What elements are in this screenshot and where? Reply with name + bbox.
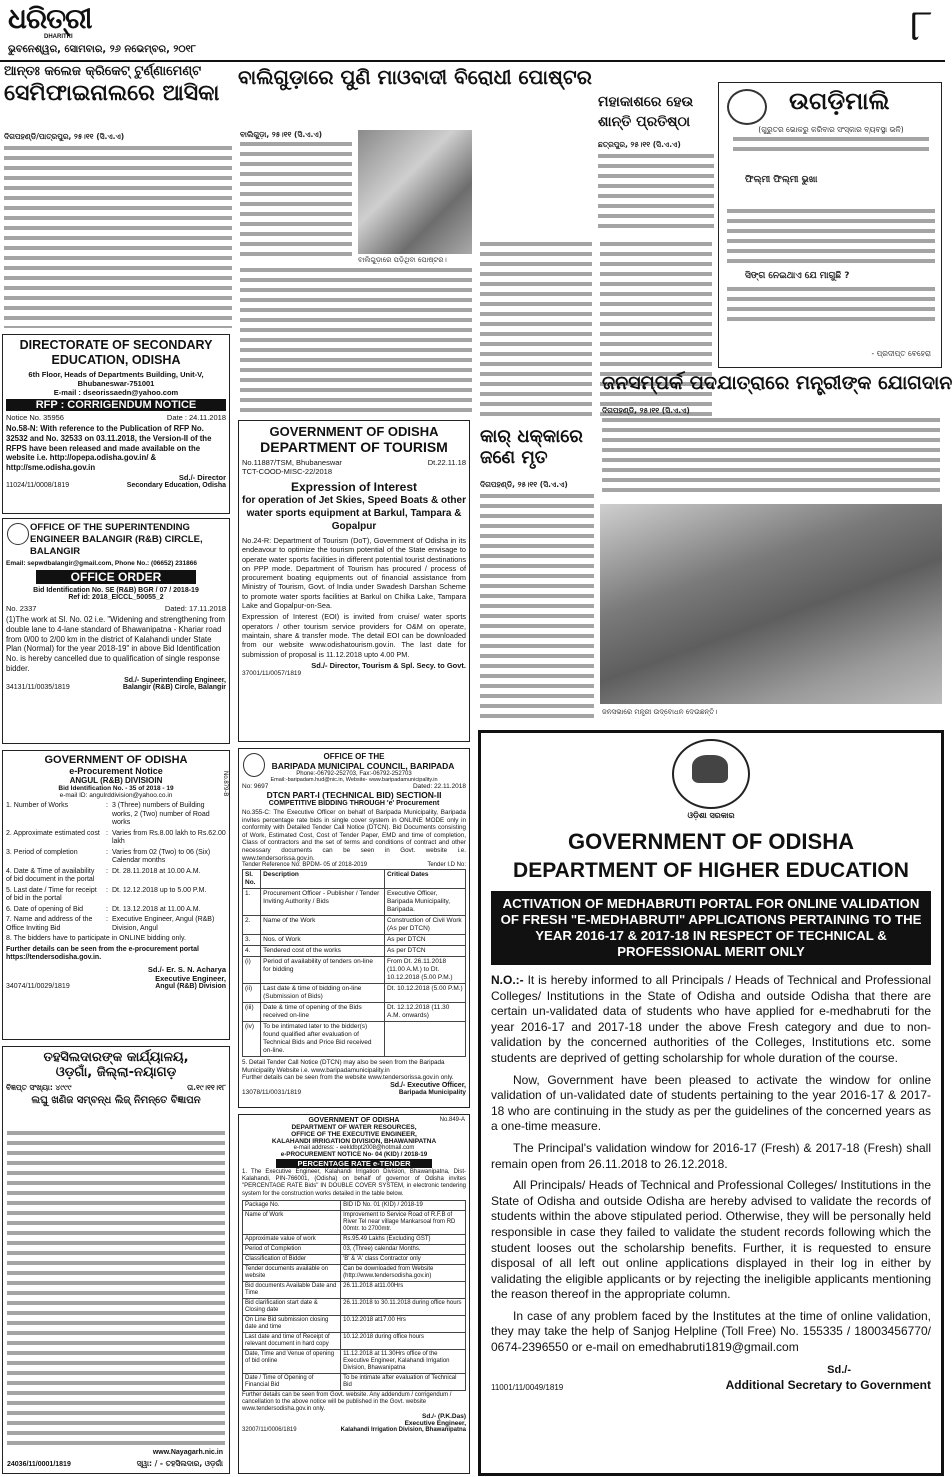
cartoon-mask-icon — [727, 89, 767, 125]
masthead-logo-sub: DHARITRI — [44, 34, 73, 40]
baripada-row — [243, 1022, 466, 1057]
kalahandi-no: No.849-A — [439, 1117, 465, 1123]
balangir-no: No. 2337 — [6, 604, 37, 613]
tourism-title-1: GOVERNMENT OF ODISHA — [269, 424, 439, 439]
tourism-tct: TCT-COOD-MISC-22/2018 — [242, 467, 333, 476]
maoist-col2-text — [240, 268, 472, 418]
baripada-cell: (iii) — [243, 1003, 261, 1022]
baripada-cell: Dt. 12.12.2018 (11.30 A.M. onwards) — [384, 1003, 465, 1022]
angul-row-value: 3 (Three) numbers of Building works, 2 (Two) number of Road works — [111, 802, 210, 826]
cartoon-title: ଉଗଡ଼ିମାଲି — [789, 87, 890, 115]
cartoon-q2: ସିଙ୍ଗ ନେଇଥାଏ ଯେ ମାଗୁଛି ? — [745, 271, 850, 281]
balangir-ref-id: Ref id: 2018_EICCL_50055_2 — [68, 594, 164, 601]
kalahandi-row — [243, 1281, 466, 1298]
kalahandi-cell: 'B' & 'A' class Contractor only — [341, 1254, 466, 1264]
angul-row — [6, 887, 226, 904]
balangir-title: OFFICE OF THE SUPERINTENDING ENGINEER BALANGIR (R&B) CIRCLE, BALANGIR — [30, 522, 203, 557]
kalahandi-title-4: KALAHANDI IRRIGATION DIVISION, BHAWANIPATNA — [271, 1138, 437, 1145]
angul-row-value: Varies from Rs.8.00 lakh to Rs.62.00 lakh — [111, 829, 226, 845]
balangir-ad — [2, 518, 230, 744]
kalahandi-cell: Tender documents available on website — [243, 1264, 341, 1281]
kalahandi-cell: Can be downloaded from Website (http://www.tendersodisha.gov.in) — [341, 1264, 466, 1281]
angul-row-label: 5. Last date / Time for receipt of bid in the portal — [6, 886, 97, 902]
angul-row-sep: : — [106, 802, 108, 809]
cricket-article — [0, 64, 236, 330]
baripada-cell — [384, 1022, 465, 1057]
angul-row — [6, 802, 226, 828]
baripada-row — [243, 1003, 466, 1022]
kalahandi-cell: Date, Time and Venue of opening of bid online — [243, 1349, 341, 1373]
peace-body-text — [598, 154, 714, 234]
angul-row-sep: : — [106, 905, 108, 913]
kalahandi-cell: 26.11.2018 to 30.11.2018 during office hours — [341, 1298, 466, 1315]
higher-edu-p1-lead: N.O.:- — [491, 973, 524, 987]
baripada-contact: Phone:-06792-252703, Fax:-06792-252703 — [296, 771, 412, 777]
kalahandi-sign1: Sd./- (P.K.Das) — [422, 1413, 466, 1421]
kalahandi-row — [243, 1210, 466, 1234]
secondary-edu-email: E-mail : dseorissaedn@yahoo.com — [53, 388, 179, 397]
angul-row-label: 6. Date of opening of Bid — [6, 905, 84, 913]
kalahandi-cell: 11.12.2018 at 11.30Hrs office of the Executive Engineer, Kalahandi Irrigation Division, Bhawanipatna — [341, 1349, 466, 1373]
angul-side-no: No.879-B — [222, 771, 228, 797]
baripada-cell: Period of availability of tenders on-line for bidding — [261, 957, 385, 984]
angul-rows — [6, 802, 226, 933]
secondary-edu-ref: 11024/11/0008/1819 — [6, 481, 70, 489]
baripada-row — [243, 957, 466, 984]
baripada-dtcn: DTCN PART-I (TECHNICAL BID) SECTION-II — [266, 790, 442, 800]
kalahandi-cell: Classification of Bidder — [243, 1254, 341, 1264]
baripada-comp: COMPETITIVE BIDDING THROUGH 'e' Procurement — [268, 800, 440, 807]
kalahandi-row — [243, 1254, 466, 1264]
angul-row — [6, 830, 226, 847]
higher-edu-banner: ACTIVATION OF MEDHABRUTI PORTAL FOR ONLINE VALIDATION OF FRESH "E-MEDHABRUTI" APPLICATIONS PERTAINING TO THE YEAR 2016-17 & 2017-18 IN RESPECT OF TECHNICAL & PROFESSIONAL MERIT ONLY — [491, 891, 931, 965]
kalahandi-body: 1. The Executive Engineer, Kalahandi Irrigation Division, Bhawanipatna, Dist-Kalahandi, PIN-766001, (Odisha) on behalf of governor of Odisha invites "PERCENTAGE RATE Bids" IN DOUBLE COVER SYSTEM, in electronic tendering system for the construction works detailed in the table below. — [242, 1169, 466, 1197]
baripada-cell: (ii) — [243, 984, 261, 1003]
masthead-logo: ଧରିତ୍ରୀ — [8, 2, 92, 35]
angul-row — [6, 916, 226, 933]
angul-row-label: 3. Period of completion — [6, 848, 78, 856]
baripada-row — [243, 935, 466, 946]
baripada-cell: To be intimated later to the bidder(s) found qualified after evaluation of Technical Bids and Price Bid received on-line. — [261, 1022, 385, 1057]
baripada-cell: As per DTCN — [384, 935, 465, 946]
tehsil-sign: ସ୍ୱା: / - ତହସିଲଦାର, ଓଡ଼ଗାଁ — [136, 1459, 223, 1468]
kalahandi-sign2: Executive Engineer, — [404, 1420, 466, 1428]
higher-edu-emblem-text: ଓଡ଼ିଶା ସରକାର — [687, 811, 735, 820]
baripada-title-1: OFFICE OF THE — [323, 752, 385, 761]
baripada-cell: Date & time of opening of the Bids received on-line — [261, 1003, 385, 1022]
higher-edu-p1: It is hereby informed to all Principals / Heads of Technical and Professional Colleges/ Institutions in the State of Odisha and outside Odisha that there are certain un-validated data of students who have applied for e-medhabruti for the year 2016-17 and 2017-18 under the above Fresh category and due to non-validation by the concerned authorities of the Colleges, Institutions etc. some students are deprived of getting scholarship for whole duration of the course. — [491, 973, 931, 1065]
tourism-no: No.11887/TSM, Bhubaneswar — [242, 458, 342, 467]
kalahandi-cell: Package No. — [243, 1200, 341, 1210]
kalahandi-row — [243, 1349, 466, 1373]
peace-dateline: ଛତ୍ରପୁର, ୨୫।୧୧ (ସି.ଏ.ଏ) — [598, 140, 681, 149]
kalahandi-row — [243, 1234, 466, 1244]
baripada-row — [243, 889, 466, 916]
baripada-email: Email:-baripadam.hud@nic.in, Website- www.baripadamunicipality.in — [270, 777, 438, 783]
kalahandi-footer: Further details can be seen from Govt. website. Any addendum / corrigendum / cancellation to the above notice will be published in the Govt. website www.tendersodisha.gov.in only. — [242, 1391, 452, 1413]
angul-sign2: Executive Engineer, — [155, 973, 226, 983]
angul-row — [6, 868, 226, 885]
kalahandi-ad — [238, 1114, 470, 1474]
higher-edu-ref: 11001/11/0049/1819 — [491, 1382, 564, 1392]
kalahandi-cell: 10.12.2018 during office hours — [341, 1332, 466, 1349]
kalahandi-cell: Improvement to Service Road of R.F.B of River Tel near village Mankarsoal from RD 00mtr. to 2700mtr. — [341, 1210, 466, 1234]
minister-photo — [600, 504, 942, 704]
kalahandi-sign3: Kalahandi Irrigation Division, Bhawanipatna — [340, 1427, 466, 1434]
cartoon-body-1 — [727, 209, 935, 265]
higher-edu-p2: Now, Government have been pleased to activate the window for online validation of un-validated date of students pertaining to the year 2016-17 & 2017-18 who are continuing in the study as per the guidelines of the concerned years as a one-time measure. — [491, 1072, 931, 1134]
kalahandi-cell: Date / Time of Opening of Financial Bid — [243, 1373, 341, 1390]
baripada-cell: Dt. 10.12.2018 (5.00 P.M.) — [384, 984, 465, 1003]
angul-row — [6, 906, 226, 915]
baripada-row — [243, 946, 466, 957]
baripada-header-cell: Sl. No. — [243, 870, 261, 889]
balangir-ref: 34131/11/0035/1819 — [6, 683, 70, 691]
higher-edu-sign2: Additional Secretary to Government — [725, 1377, 931, 1392]
angul-note1: 8. The bidders have to participate in ONLINE bidding only. — [6, 935, 186, 942]
higher-edu-title-2: DEPARTMENT OF HIGHER EDUCATION — [513, 859, 909, 882]
baripada-body: No.355-C: The Executive Officer on behalf of Baripada Municipality, Baripada invites percentage rate bids in single cover system in ONLINE MODE only in conformity with Detailed Tender Call Notice (DTCN). Bid Documents consisting of Work, Estimated Cost, Cost of Tender Paper, EMD and time of completion, Class of contractors and the set of terms and conditions of contract and other necessary documents can be seen in Govt. website i.e. www.tendersorissa.gov.in. — [242, 809, 466, 862]
cricket-body-text — [4, 146, 232, 328]
angul-sign3: Angul (R&B) Division — [155, 982, 226, 990]
page-number: ୮ — [910, 0, 933, 51]
balangir-contact: Email: sepwdbalangir@gmail.com, Phone No.: (06652) 231866 — [6, 560, 197, 567]
angul-row-label: 4. Date & Time of availability of bid document in the portal — [6, 867, 95, 883]
angul-row-sep: : — [106, 867, 108, 875]
baripada-cell: (iv) — [243, 1022, 261, 1057]
secondary-edu-title: DIRECTORATE OF SECONDARY EDUCATION, ODISHA — [19, 338, 213, 367]
lion-icon — [692, 755, 728, 783]
higher-edu-emblem — [672, 739, 750, 809]
kalahandi-title-2: DEPARTMENT OF WATER RESOURCES, — [291, 1124, 417, 1131]
kalahandi-cell: 26.11.2018 at11.00Hrs — [341, 1281, 466, 1298]
kalahandi-row — [243, 1315, 466, 1332]
secondary-edu-ad — [2, 334, 230, 514]
minister-article — [598, 372, 952, 728]
kalahandi-row — [243, 1244, 466, 1254]
baripada-cell: 3. — [243, 935, 261, 946]
tourism-ref: 37001/11/0057/1819 — [242, 669, 302, 677]
angul-division: ANGUL (R&B) DIVISIOIN — [69, 776, 163, 785]
kalahandi-cell: To be intimate after evaluation of Technical Bid — [341, 1373, 466, 1390]
kalahandi-cell: On Line Bid submission closing date and time — [243, 1315, 341, 1332]
secondary-edu-notice-title: RFP : CORRIGENDUM NOTICE — [6, 399, 226, 411]
angul-email: e-mail ID: angulrddivision@yahoo.co.in — [59, 792, 173, 799]
kalahandi-table — [242, 1200, 466, 1391]
angul-row-value: Dt. 28.11.2018 at 10.00 A.M. — [111, 867, 201, 875]
maoist-body — [238, 130, 474, 420]
kalahandi-row — [243, 1332, 466, 1349]
tehsil-ad — [2, 1046, 230, 1474]
angul-ref: 34074/11/0029/1819 — [6, 982, 70, 990]
masthead — [0, 0, 945, 62]
angul-row-value: Dt. 12.12.2018 up to 5.00 P.M. — [111, 886, 207, 894]
kalahandi-email: e-mail address: - eekldbpt2008@hotmail.com — [293, 1145, 415, 1151]
angul-row-label: 2. Approximate estimated cost — [6, 829, 100, 837]
minister-headline: ଜନସମ୍ପର୍କ ପଦଯାତ୍ରାରେ ମନ୍ତ୍ରୀଙ୍କ ଯୋଗଦାନ — [602, 372, 952, 394]
kalahandi-title-1: GOVERNMENT OF ODISHA — [308, 1117, 400, 1124]
kalahandi-ref: 32007/11/0006/1819 — [242, 1427, 297, 1434]
angul-row-sep: : — [106, 886, 108, 894]
tourism-sign: Sd./- Director, Tourism & Spl. Secy. to Govt. — [311, 660, 466, 670]
baripada-header-cell: Description — [261, 870, 385, 889]
baripada-no: No: 9697 — [242, 783, 269, 790]
angul-note2: Further details can be seen from the e-procurement portal https://tendersodisha.gov.in. — [6, 945, 199, 961]
balangir-notice-title: OFFICE ORDER — [36, 570, 196, 584]
kalahandi-proc: e-PROCUREMENT NOTICE No- 04 (KID) / 2018-19 — [280, 1151, 428, 1158]
angul-row-sep: : — [106, 916, 108, 923]
angul-title: GOVERNMENT OF ODISHA — [44, 754, 188, 766]
minister-dateline: ଦିଗପହଣ୍ଡି, ୨୫।୧୧ (ସି.ଏ.ଏ) — [602, 406, 690, 415]
angul-ad — [2, 750, 230, 1040]
accident-dateline: ଦିଗପହଣ୍ଡି, ୨୫।୧୧ (ସି.ଏ.ଏ) — [480, 480, 568, 489]
maoist-col1-text — [240, 142, 352, 260]
tehsil-date: ତା.୧୯।୧୧।୧୮ — [187, 1083, 226, 1092]
baripada-cell: (i) — [243, 957, 261, 984]
baripada-cell: Tendered cost of the works — [261, 946, 385, 957]
angul-row-label: 1. Number of Works — [6, 802, 69, 809]
baripada-table — [242, 869, 466, 1057]
kalahandi-cell: Rs.95.49 Lakhs (Excluding GST) — [341, 1234, 466, 1244]
kalahandi-cell: BID ID No. 01 (KID) / 2018-19 — [341, 1200, 466, 1210]
cartoon-q1: ଫିଲ୍ମୀ ଫିଲ୍ମୀ ଭୁଖା — [745, 175, 818, 185]
baripada-row — [243, 984, 466, 1003]
maoist-dateline: ବାଲିଗୁଡ଼ା, ୨୫।୧୧ (ସି.ଏ.ଏ) — [240, 130, 323, 139]
secondary-edu-sign2: Secondary Education, Odisha — [126, 481, 226, 489]
secondary-edu-notice-no: Notice No. 35956 — [6, 413, 64, 422]
baripada-cell: Nos. of Work — [261, 935, 385, 946]
higher-edu-p4: All Principals/ Heads of Technical and Professional Colleges/ Institutions in the State of Odisha and outside Odisha are hereby advised to validate the records of students within the above stipulated period. Otherwise, they will be personally held responsible in case they failed to validate the student records following which the student looses out the scholarship benefits. Further, it is requested to ensure disposal of all left out online applications displayed in their log in either by validating the eligible applicants or by rejecting the ineligible applicants mentioning the reason thereof in the appropriate column. — [491, 1178, 931, 1302]
angul-row-sep: : — [106, 829, 108, 837]
baripada-row — [243, 916, 466, 935]
baripada-header-cell: Critical Dates — [384, 870, 465, 889]
higher-edu-sign1: Sd./- — [827, 1363, 851, 1376]
accident-headline-2: ଜଣେ ମୃତ — [480, 447, 548, 468]
angul-sign1: Sd./- Er. S. N. Acharya — [147, 964, 226, 974]
angul-subtitle: e-Procurement Notice — [69, 766, 163, 776]
tehsil-title-1: ତହସିଲଦାରଙ୍କ କାର୍ଯ୍ୟାଳୟ, — [43, 1050, 189, 1065]
cartoon-subtitle: (ଗୁରୁତର ଭୋକରୁ କରିବାର ସଂସ୍କାର ବ୍ୟବସ୍ଥା ଭଳି) — [758, 125, 904, 134]
baripada-cell: Last date & time of bidding on-line (Submission of Bids) — [261, 984, 385, 1003]
angul-row — [6, 849, 226, 866]
kalahandi-row — [243, 1264, 466, 1281]
baripada-cell: 1. — [243, 889, 261, 916]
tourism-eoi-sub: for operation of Jet Skies, Speed Boats & other water sports equipment at Barkul, Tampara & Gopalpur — [242, 495, 466, 532]
cricket-kicker: ଆନ୍ତଃ କଲେଜ କ୍ରିକେଟ୍ ଟୁର୍ଣ୍ଣାମେଣ୍ଟ — [4, 64, 202, 79]
angul-row-sep: : — [106, 848, 108, 856]
baripada-date: Dated: 22.11.2018 — [412, 783, 466, 790]
baripada-sign1: Sd./- Executive Officer, — [390, 1081, 466, 1089]
baripada-cell: 4. — [243, 946, 261, 957]
secondary-edu-address: 6th Floor, Heads of Departments Building, Unit-V, Bhubaneswar-751001 — [28, 370, 204, 388]
kalahandi-cell: Period of Completion — [243, 1244, 341, 1254]
baripada-cell: As per DTCN — [384, 946, 465, 957]
kalahandi-cell: Approximate value of work — [243, 1234, 341, 1244]
baripada-emblem — [243, 753, 265, 777]
higher-edu-ad — [478, 730, 944, 1476]
tourism-body-2: Expression of Interest (EOI) is invited from cruise/ water sports operators / other tourism service providers for O&M on operate, maintain, share & transfer mode. The detail EOI can be downloaded from our website www.odishatourism.gov.in. The last date for submission of proposal is 11.12.2018 upto 4.00 PM. — [242, 612, 466, 659]
tehsil-notice-no: ବିଜ୍ଞପ୍ତ ସଂଖ୍ୟା: ୪୯୯୯ — [6, 1083, 72, 1092]
kalahandi-cell: Bid documents Available Date and Time — [243, 1281, 341, 1298]
baripada-tender-id: Tender I.D No: — [427, 862, 466, 869]
kalahandi-cell: Last date and time of Receipt of relevant document in hard copy — [243, 1332, 341, 1349]
kalahandi-row — [243, 1298, 466, 1315]
balangir-sign1: Sd./- Superintending Engineer, — [124, 676, 226, 684]
higher-edu-title-1: GOVERNMENT OF ODISHA — [567, 829, 854, 854]
angul-row-label: 7. Name and address of the Office Inviting Bid — [6, 916, 93, 932]
balangir-sign2: Balangir (R&B) Circle, Balangir — [122, 683, 226, 691]
secondary-edu-sign1: Sd./- Director — [178, 472, 226, 482]
cartoon-intro-text — [733, 137, 929, 157]
balangir-date: Dated: 17.11.2018 — [164, 604, 226, 613]
tehsil-headline: ଲଘୁ ଖଣିଜ ସମ୍ବନ୍ଧ ଲିଜ୍ ନିମନ୍ତେ ବିଜ୍ଞାପନ — [31, 1095, 201, 1106]
baripada-sign2: Baripada Municipality — [398, 1088, 466, 1096]
baripada-cell: Executive Officer, Baripada Municipality, Baripada. — [384, 889, 465, 916]
baripada-tender-ref: Tender Reference No: BPDM- 05 of 2018-2019 — [242, 862, 368, 869]
maoist-poster-photo — [358, 130, 472, 254]
baripada-cell: Construction of Civil Work (As per DTCN) — [384, 916, 465, 935]
angul-row-value: Varies from 02 (Two) to 06 (Six) Calendar months — [111, 848, 211, 864]
secondary-edu-date: Date : 24.11.2018 — [166, 413, 226, 422]
baripada-ref: 13078/11/0031/1819 — [242, 1088, 302, 1096]
balangir-emblem — [7, 523, 29, 545]
kalahandi-row — [243, 1373, 466, 1390]
tourism-body-1: No.24-R: Department of Tourism (DoT), Government of Odisha in its endeavour to optimize the tourism potential of the State envisage to operate water sports facilities in different potential tourist destinations on PPP mode. Department of Tourism has procured / process of procurement boating equipments out of financial assistance from Ministry of Tourism, Govt. of India under Swadesh Darshan Scheme to promote water sports facilities at Barkul on Chilka Lake, Tampara Lake and Gopalpur-on-Sea. — [242, 536, 466, 611]
baripada-cell: 2. — [243, 916, 261, 935]
kalahandi-cell: Name of Work — [243, 1210, 341, 1234]
kalahandi-title-3: OFFICE OF THE EXECUTIVE ENGINEER, — [291, 1131, 417, 1138]
tourism-eoi-title: Expression of Interest — [290, 480, 418, 494]
minister-photo-caption: ଜନସଭାରେ ମନ୍ତ୍ରୀ ଉଦ୍‌ବୋଧନ ଦେଉଛନ୍ତି। — [602, 708, 718, 716]
maoist-headline: ବାଲିଗୁଡ଼ାରେ ପୁଣି ମାଓବାଦୀ ବିରୋଧୀ ପୋଷ୍ଟର — [238, 65, 592, 89]
angul-bid-no: Bid Identification No. - 35 of 2018 - 19 — [58, 785, 174, 792]
balangir-bid-id: Bid Identification No. SE (R&B) BGR / 07 / 2018-19 — [33, 587, 199, 594]
minister-body-text — [602, 418, 940, 498]
baripada-cell: Name of the Work — [261, 916, 385, 935]
tehsil-title-2: ଓଡ଼ଗାଁ, ଜିଲ୍ଲା-ନୟାଗଡ଼ — [55, 1065, 177, 1080]
angul-row-value: Executive Engineer, Angul (R&B) Division, Angul — [111, 916, 215, 932]
angul-row-value: Dt. 13.12.2018 at 11.00 A.M. — [111, 905, 201, 913]
balangir-body: (1)The work at Sl. No. 02 i.e. "Widening and strengthening from double lane to 4-lane standard of Bhawanipatna - Khariar road from 0/00 to 2/00 km in the district of Kalahandi under State Plan (Normal) for the year 2018-19" in above Bid Identification No. is hereby cancelled due to qualification of single response bidder. — [6, 615, 226, 673]
peace-headline-1: ମହାକାଶରେ ହେଉ — [598, 94, 694, 110]
secondary-edu-body: No.58-N: With reference to the Publication of RFP No. 32532 and No. 32533 on 03.11.2018, the Version-II of the RFPS have been released and made available on the website i.e. http://opepa.odisha.gov.in/ & http://sme.odisha.gov.in — [6, 424, 212, 473]
cricket-dateline: ଦିଗପହଣ୍ଡି/ପାତ୍ରପୁର, ୨୫।୧୧ (ସି.ଏ.ଏ) — [4, 132, 125, 141]
baripada-cell: From Dt. 26.11.2018 (11.00 A.M.) to Dt. 10.12.2018 (5.00 P.M.) — [384, 957, 465, 984]
cricket-headline: ସେମିଫାଇନାଲରେ ଆସିକା — [4, 81, 220, 106]
baripada-ad — [238, 748, 470, 1108]
masthead-dateline: ଭୁବନେଶ୍ୱର, ସୋମବାର, ୨୬ ନଭେମ୍ବର, ୨୦୧୮ — [8, 44, 197, 55]
baripada-title-2: BARIPADA MUNICIPAL COUNCIL, BARIPADA — [271, 761, 455, 771]
maoist-col3-text — [480, 242, 592, 422]
cartoon-credit: - ପ୍ରଦୀପ୍ତ ବେହେରା — [871, 349, 931, 358]
kalahandi-row — [243, 1200, 466, 1210]
maoist-photo-caption: ବାଲିଗୁଡ଼ାରେ ପଡ଼ିଥିବା ପୋଷ୍ଟର। — [358, 256, 447, 264]
tourism-title-2: DEPARTMENT OF TOURISM — [260, 439, 448, 455]
baripada-footer-1: 5. Detail Tender Call Notice (DTCN) may also be seen from the Baripada Municipality Website i.e. www.baripadamunicipality.in — [242, 1059, 445, 1074]
higher-edu-p5: In case of any problem faced by the Institutes at the time of online validation, they may take the help of Sanjog Helpline (Toll Free) No. 155335 / 18003456770/ 0674-2396550 or e-mail on emedhabruti1819@gmail.com — [491, 1308, 931, 1355]
kalahandi-cell: 03, (Three) calendar Months. — [341, 1244, 466, 1254]
baripada-footer-2: Further details can be seen from the website www.tendersorissa.gov.in only. — [242, 1074, 454, 1082]
tehsil-body-text — [7, 1131, 225, 1449]
higher-edu-p3: The Principal's validation window for 2016-17 (Fresh) & 2017-18 (Fresh) shall remain open from 26.11.2018 to 26.12.2018. — [491, 1140, 931, 1171]
tourism-ad — [238, 420, 470, 742]
tehsil-ref: 24036/11/0001/1819 — [7, 1461, 71, 1468]
kalahandi-pct: PERCENTAGE RATE e-TENDER — [276, 1159, 432, 1168]
tehsil-website: www.Nayagarh.nic.in — [152, 1449, 223, 1456]
baripada-cell: Procurement Officer - Publisher / Tender Inviting Authority / Bids — [261, 889, 385, 916]
cartoon-box — [718, 82, 942, 368]
accident-headline-1: କାର୍ ଧକ୍କାରେ — [480, 426, 583, 447]
accident-article — [476, 426, 598, 726]
accident-body-text — [480, 494, 594, 724]
masthead-rule — [0, 60, 945, 62]
peace-headline-2: ଶାନ୍ତି ପ୍ରତିଷ୍ଠା — [598, 114, 691, 130]
tourism-date: Dt.22.11.18 — [427, 458, 466, 467]
cartoon-body-2 — [727, 287, 935, 327]
kalahandi-cell: Bid clarification start date & Closing date — [243, 1298, 341, 1315]
kalahandi-cell: 10.12.2018 at17.00 Hrs — [341, 1315, 466, 1332]
